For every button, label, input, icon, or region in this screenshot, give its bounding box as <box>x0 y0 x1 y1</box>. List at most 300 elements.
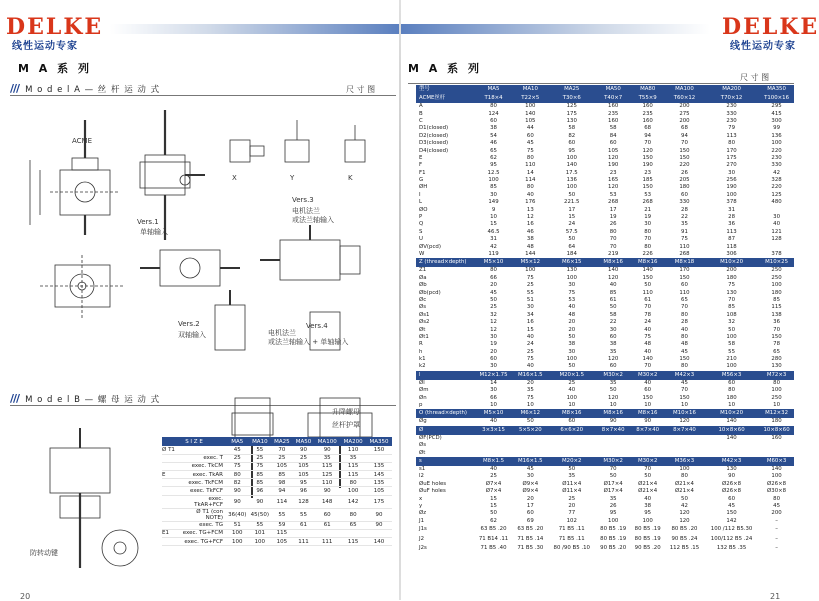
table-cell: 60 <box>681 191 688 198</box>
table-cell: 30 <box>609 326 617 333</box>
table-cell: 50 <box>568 191 576 198</box>
table-cell <box>366 529 392 537</box>
section-header-row <box>416 457 794 466</box>
row-label: A <box>419 103 423 110</box>
table-cell: 17.5 <box>565 169 578 176</box>
table-cell: 99 <box>773 125 780 132</box>
section-header-cell: M6×15 <box>548 258 596 267</box>
table-cell: 94 <box>644 132 652 139</box>
table-cell: 58 <box>568 125 576 132</box>
section-header-cell: M8×18 <box>665 258 704 267</box>
table-cell: 50 <box>609 473 617 480</box>
row-label: D1(closed) <box>419 125 449 132</box>
table-cell: 170 <box>726 147 737 154</box>
gearbox-side-view <box>145 155 185 195</box>
table-row <box>416 304 794 311</box>
table-row <box>416 192 794 199</box>
row-label: J2s <box>419 545 427 552</box>
table-cell: 70 <box>681 387 688 394</box>
table-cell: 80 <box>490 103 497 110</box>
section-header-row <box>416 409 794 418</box>
table-cell: 70 <box>728 296 735 303</box>
row-group-label <box>162 479 178 487</box>
table-row <box>416 312 794 319</box>
table-row <box>416 488 794 495</box>
table-cell: 100 <box>566 154 577 161</box>
nut-flange <box>102 530 138 566</box>
table-cell: 130 <box>726 465 737 472</box>
table-cell: 115 <box>340 538 366 546</box>
table-cell: 100 <box>608 517 619 524</box>
table-cell: 150 <box>679 394 690 401</box>
table-cell: 90 B5 .20 <box>600 545 627 552</box>
table-cell: – <box>775 535 778 542</box>
table-cell: 80 <box>644 243 652 250</box>
table-cell: 90 <box>366 521 392 529</box>
section-header-cell: M10×20 <box>704 409 759 418</box>
table-cell: 121 <box>771 228 782 235</box>
table-cell: 200 <box>726 267 737 274</box>
row-label: s1 <box>419 465 426 472</box>
table-cell: 48 <box>681 341 688 348</box>
row-label: k2 <box>419 363 426 370</box>
row-label: Øb(pcd) <box>419 289 441 296</box>
section-header-cell: 10×8×60 <box>704 426 759 435</box>
table-cell: 90 <box>314 487 340 495</box>
table-cell: 142 <box>340 495 366 508</box>
table-cell: 46 <box>490 140 497 147</box>
table-cell: 50 <box>568 465 576 472</box>
table-cell: 100 <box>771 140 782 147</box>
table-row <box>416 282 794 289</box>
table-cell: 24 <box>644 319 652 326</box>
table-cell: 19 <box>490 341 497 348</box>
table-cell: 30 <box>568 348 576 355</box>
section-header-cell: T55×9 <box>630 94 665 103</box>
table-cell: 108 <box>726 311 737 318</box>
row-label: y <box>419 502 423 509</box>
table-cell: 20 <box>568 326 576 333</box>
table-cell: 110 <box>340 446 366 454</box>
section-header-cell: M6×12 <box>513 409 548 418</box>
table-row <box>416 147 794 154</box>
table-row <box>416 387 794 394</box>
table-cell <box>314 529 340 537</box>
table-cell: 100 <box>726 333 737 340</box>
table-cell: Ø9×4 <box>522 488 539 495</box>
table-row <box>162 487 392 495</box>
table-cell: 100 /112 B5.30 <box>710 526 753 533</box>
table-cell: 82 <box>568 132 576 139</box>
vers4-subcaption-2: 或法兰轴输入 + 单轴输入 <box>268 338 349 346</box>
table-cell: 280 <box>771 356 782 363</box>
table-row <box>416 380 794 387</box>
column-header: MA100 <box>314 437 340 446</box>
table-cell: 50 <box>526 418 534 425</box>
table-row <box>416 319 794 326</box>
row-label: Øt1 <box>419 333 429 340</box>
table-cell: 35 <box>609 348 617 355</box>
table-cell: 30 <box>490 387 497 394</box>
table-cell: 328 <box>771 177 782 184</box>
model-b-heading <box>10 392 160 405</box>
table-cell: 132 B5 .35 <box>716 545 747 552</box>
column-header: MA50 <box>596 85 631 94</box>
table-cell: 50 <box>568 236 576 243</box>
row-label: E <box>419 154 423 161</box>
table-cell: 38 <box>490 125 497 132</box>
table-cell: 80 <box>681 333 688 340</box>
row-label: exec. TG <box>178 521 226 529</box>
table-cell: 65 <box>340 521 366 529</box>
table-row <box>416 442 794 449</box>
table-cell: 50 <box>644 473 652 480</box>
table-cell: 35 <box>526 387 534 394</box>
acme-label: ACME <box>72 137 93 145</box>
table-cell: 220 <box>679 162 690 169</box>
table-cell: 45(50) <box>249 508 272 521</box>
table-cell: 96 <box>249 487 272 495</box>
table-cell: 95 <box>568 147 576 154</box>
table-cell: 10 <box>728 402 735 409</box>
row-label: Øm <box>419 387 429 394</box>
table-cell: 60 <box>609 140 617 147</box>
row-group-label <box>162 487 178 495</box>
table-cell: 61 <box>609 296 617 303</box>
table-cell: 15 <box>568 214 576 221</box>
table-cell: 94 <box>681 132 688 139</box>
table-cell: Ø7×4 <box>485 488 502 495</box>
table-cell: 80 B5 .19 <box>634 535 661 542</box>
table-row <box>416 349 794 356</box>
table-cell: 80 <box>773 379 780 386</box>
table-cell: 160 <box>608 117 619 124</box>
table-cell: 190 <box>608 162 619 169</box>
table-cell: 66 <box>490 274 497 281</box>
table-row <box>416 118 794 125</box>
table-cell: 35 <box>340 454 366 462</box>
table-cell: 115 <box>340 462 366 470</box>
table-cell: Ø21×4 <box>638 480 658 487</box>
table-row <box>416 184 794 191</box>
table-cell: 190 <box>642 162 653 169</box>
table-cell: 90 <box>609 418 617 425</box>
table-cell: 68 <box>681 125 688 132</box>
row-label: Øg <box>419 418 427 425</box>
table-row <box>416 473 794 480</box>
table-cell: 10 <box>773 402 780 409</box>
table-cell: 42 <box>490 243 497 250</box>
table-cell: 250 <box>771 267 782 274</box>
table-cell: 110 <box>525 162 536 169</box>
table-cell <box>596 435 631 442</box>
table-cell: 268 <box>679 251 690 257</box>
table-cell: 60 <box>568 418 576 425</box>
table-cell: 100 <box>226 538 249 546</box>
table-cell: 150 <box>642 154 653 161</box>
page-number: 21 <box>770 592 781 601</box>
table-cell: 40 <box>644 495 652 502</box>
table-cell: 136 <box>566 177 577 184</box>
table-cell: 58 <box>609 125 617 132</box>
header-stripe <box>110 24 400 34</box>
table-cell <box>366 454 392 462</box>
table-cell: 50 <box>490 296 497 303</box>
table-cell: 130 <box>726 289 737 296</box>
table-cell: 71 B5 .14 <box>517 535 544 542</box>
table-cell: 80 B5 .19 <box>600 526 627 533</box>
section-header-cell: M12×1.75 <box>474 371 513 380</box>
table-row <box>416 435 794 442</box>
table-cell: 150 <box>679 356 690 363</box>
section-rule <box>10 405 396 406</box>
table-cell: 61 <box>314 521 340 529</box>
table-cell: 165 <box>608 177 619 184</box>
table-cell: 16 <box>526 319 534 326</box>
table-cell: 26 <box>681 169 688 176</box>
table-cell: – <box>775 526 778 533</box>
section-header-cell: M8×16 <box>548 409 596 418</box>
table-cell: 48 <box>568 311 576 318</box>
table-cell: 210 <box>726 356 737 363</box>
table-cell: 115 <box>314 462 340 470</box>
table-cell: 100 <box>525 267 536 274</box>
table-cell: 160 <box>642 117 653 124</box>
row-label: C <box>419 117 423 124</box>
table-cell: 140 <box>726 434 737 441</box>
table-cell: 60 <box>490 356 497 363</box>
row-label: exec. T <box>178 454 226 462</box>
row-label: exec. TG+FCM <box>178 529 226 537</box>
column-header: MA5 <box>226 437 249 446</box>
table-cell: 45 <box>490 289 497 296</box>
table-cell: 45 <box>226 446 249 454</box>
table-row <box>416 170 794 177</box>
table-cell: 79 <box>728 125 735 132</box>
model-b-size-table <box>162 437 392 546</box>
table-row <box>416 525 794 535</box>
table-row <box>416 162 794 169</box>
row-label: G <box>419 177 424 184</box>
table-cell: 150 <box>642 274 653 281</box>
table-cell <box>474 449 513 456</box>
table-cell: 100 <box>226 529 249 537</box>
table-cell: 110 <box>679 243 690 250</box>
row-label: Øs <box>419 442 427 449</box>
table-cell: 50 <box>609 304 617 311</box>
table-cell: 100 <box>679 465 690 472</box>
table-cell: 96 <box>293 487 315 495</box>
table-cell: 102 <box>566 517 577 524</box>
table-cell <box>665 442 704 449</box>
table-cell: 30 <box>490 363 497 370</box>
table-cell: 125 <box>771 191 782 198</box>
table-cell: 19 <box>609 214 617 221</box>
table-cell <box>513 449 548 456</box>
table-cell: 95 <box>609 510 617 517</box>
table-cell: 71 B5 .40 <box>480 545 507 552</box>
table-cell: 62 <box>490 154 497 161</box>
table-cell: 25 <box>568 495 576 502</box>
section-header-cell: s <box>416 457 474 466</box>
table-cell: 38 <box>609 341 617 348</box>
section-header-cell: Ø <box>416 426 474 435</box>
row-label: Øb <box>419 282 427 289</box>
section-header-cell: M30×2 <box>630 371 665 380</box>
table-cell <box>665 449 704 456</box>
table-cell: 128 <box>771 236 782 243</box>
row-label: J1s <box>419 526 427 533</box>
table-cell: 57.5 <box>565 228 578 235</box>
table-cell: 15 <box>490 221 497 228</box>
table-cell: 15 <box>490 502 497 509</box>
table-cell: Ø26×8 <box>722 488 742 495</box>
table-cell: 24 <box>568 221 576 228</box>
table-cell: 42 <box>681 502 688 509</box>
table-cell: 30 <box>773 214 780 221</box>
row-label: Ø T1 (con NOTE) <box>178 508 226 521</box>
table-cell: 180 <box>771 289 782 296</box>
table-cell: 80 <box>340 479 366 487</box>
table-cell: 114 <box>271 495 293 508</box>
table-cell: 35 <box>314 454 340 462</box>
table-row <box>162 462 392 470</box>
table-cell: 100 <box>566 394 577 401</box>
table-cell: 60 <box>609 333 617 340</box>
table-row <box>416 394 794 401</box>
table-cell <box>293 529 315 537</box>
table-cell: 35 <box>681 221 688 228</box>
table-cell: 55 <box>293 508 315 521</box>
table-cell: 12 <box>526 214 534 221</box>
table-cell: 70 <box>644 236 652 243</box>
table-cell: 100 <box>249 538 272 546</box>
table-cell: 24 <box>526 341 534 348</box>
table-cell: 115 <box>771 304 782 311</box>
section-header-cell: Z (thread×depth) <box>416 258 474 267</box>
table-cell: 30 <box>526 304 534 311</box>
table-cell: 100 <box>566 274 577 281</box>
section-header-cell: M20×1.5 <box>548 371 596 380</box>
table-row <box>162 538 392 546</box>
column-header: MA5 <box>474 85 513 94</box>
table-cell: 150 <box>366 446 392 454</box>
table-cell: 70 <box>644 304 652 311</box>
row-label: ØF(PCD) <box>419 434 442 441</box>
table-cell: 80 <box>681 473 688 480</box>
table-cell: 75 <box>526 274 534 281</box>
table-cell: 45 <box>773 502 780 509</box>
table-cell: 71 B14 .11 <box>478 535 509 542</box>
table-cell: 235 <box>642 110 653 117</box>
table-cell: 50 <box>644 282 652 289</box>
table-cell: 75 <box>644 333 652 340</box>
table-cell: 136 <box>771 132 782 139</box>
table-cell: 28 <box>728 214 735 221</box>
table-cell: 150 <box>679 274 690 281</box>
section-header-cell: M8×1.5 <box>474 457 513 466</box>
table-cell: 77 <box>568 510 576 517</box>
table-cell: 38 <box>526 236 534 243</box>
table-cell: 100 <box>488 177 499 184</box>
section-header-cell: M5×12 <box>513 258 548 267</box>
table-cell <box>548 435 596 442</box>
table-cell: 120 <box>608 356 619 363</box>
table-row <box>416 418 794 425</box>
table-cell: 71 B5 .11 <box>558 535 585 542</box>
brand-slogan: 线性运动专家 <box>12 41 78 52</box>
model-a-heading <box>10 82 160 95</box>
table-cell: 40 <box>526 191 534 198</box>
table-cell: 30 <box>526 473 534 480</box>
table-cell: 9 <box>491 206 496 213</box>
table-cell: 70 <box>271 446 293 454</box>
table-cell: 111 <box>293 538 315 546</box>
table-cell <box>759 206 794 213</box>
table-cell: 31 <box>728 206 735 213</box>
row-label: ØO <box>419 206 428 213</box>
header-stripe <box>400 24 710 34</box>
table-row <box>162 508 392 521</box>
row-label: S <box>419 228 423 235</box>
model-a-label: M o d e l A — 丝 杆 运 动 式 <box>25 84 161 95</box>
table-cell: Ø17×4 <box>603 480 623 487</box>
table-cell: Ø17×4 <box>603 488 623 495</box>
table-cell: 175 <box>366 495 392 508</box>
table-cell: 25 <box>249 454 272 462</box>
table-cell: 80 <box>681 311 688 318</box>
table-cell: 80 <box>490 267 497 274</box>
table-cell: 125 <box>566 103 577 110</box>
table-row <box>416 334 794 341</box>
table-cell: 65 <box>490 147 497 154</box>
section-header-cell: 5×5×20 <box>513 426 548 435</box>
table-cell: 53 <box>609 191 617 198</box>
table-cell: 100 <box>340 487 366 495</box>
table-cell: Ø21×4 <box>638 488 658 495</box>
row-label: Z1 <box>419 267 427 274</box>
table-cell: 120 <box>608 394 619 401</box>
table-cell: 90 <box>314 446 340 454</box>
table-row <box>416 125 794 132</box>
table-cell: 100 <box>525 103 536 110</box>
table-cell: 330 <box>679 199 690 206</box>
section-header-row <box>416 94 794 103</box>
table-cell: 185 <box>642 177 653 184</box>
table-cell: 60 <box>644 387 652 394</box>
row-label: exec. TkFCF <box>178 487 226 495</box>
table-cell: 275 <box>679 110 690 117</box>
table-row <box>162 529 392 537</box>
table-cell: 36(40) <box>226 508 249 521</box>
table-cell: 75 <box>728 282 735 289</box>
row-label: exec. TkCM <box>178 462 226 470</box>
slash-marks-icon: /// <box>10 392 20 405</box>
table-cell: 30 <box>728 169 735 176</box>
table-cell: 80 <box>526 154 534 161</box>
table-cell: 175 <box>726 154 737 161</box>
table-cell: 40 <box>526 363 534 370</box>
section-header-cell: T18×4 <box>474 94 513 103</box>
section-header-cell: 8×7×40 <box>596 426 631 435</box>
table-cell: 200 <box>771 510 782 517</box>
table-cell: 110 <box>314 479 340 487</box>
table-cell: 480 <box>771 199 782 206</box>
row-group-label <box>162 454 178 462</box>
table-cell: 12.5 <box>487 169 500 176</box>
table-cell: 140 <box>642 267 653 274</box>
table-cell: 95 <box>293 479 315 487</box>
